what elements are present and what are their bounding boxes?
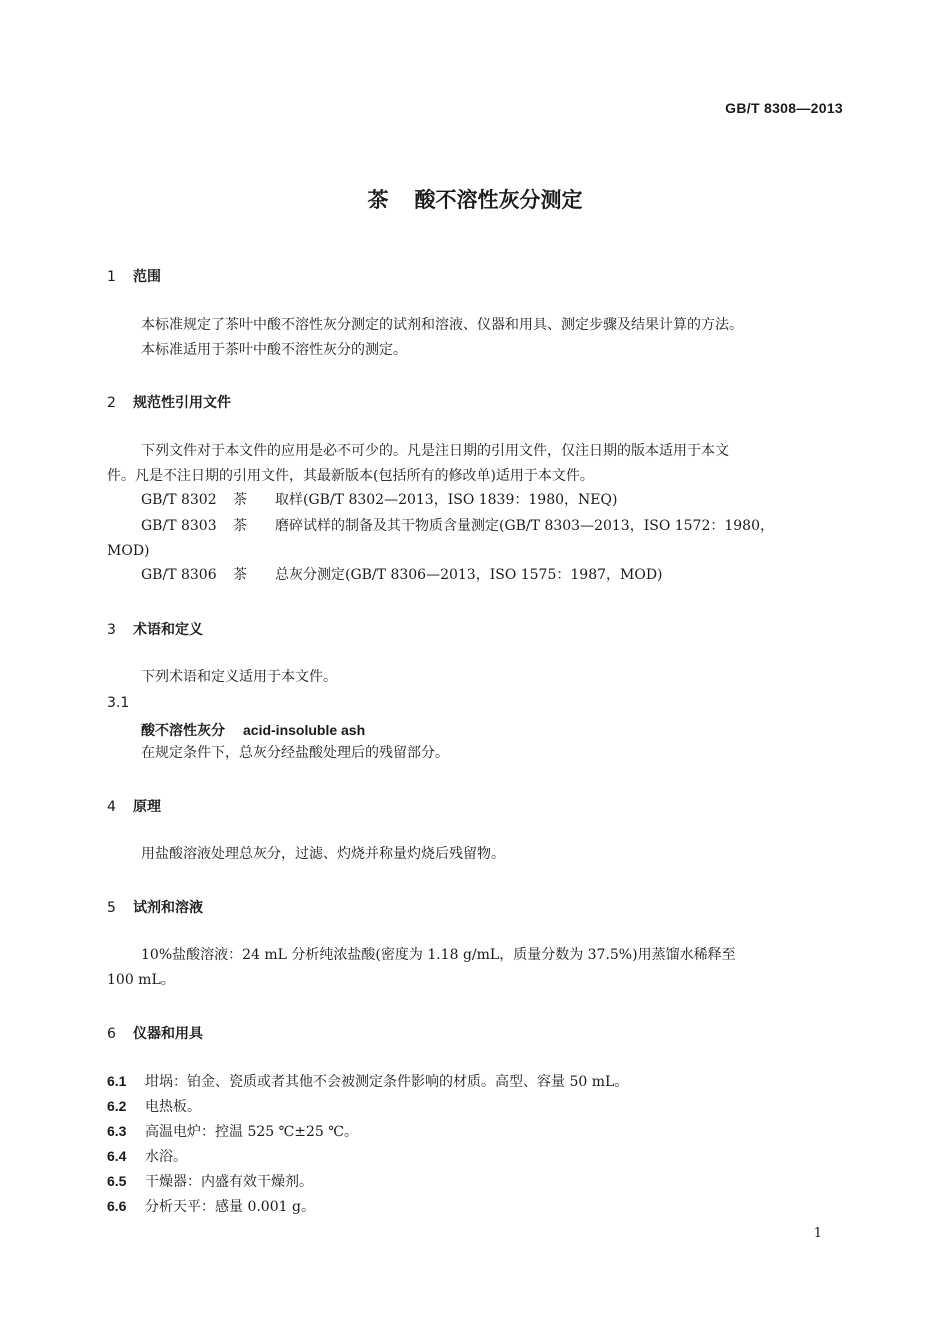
- item-number: 6.2: [107, 1098, 127, 1114]
- paragraph-line-1: 10%盐酸溶液：24 mL 分析纯浓盐酸(密度为 1.18 g/mL，质量分数为 37.5%)用蒸馏水稀释至: [141, 947, 736, 963]
- section-2-heading: [107, 392, 231, 412]
- section-4-heading: [107, 796, 161, 816]
- section-title: 术语和定义: [133, 622, 203, 638]
- item-number: 6.1: [107, 1073, 127, 1089]
- item-number: 6.4: [107, 1148, 127, 1164]
- reference-code: GB/T 8303: [141, 518, 217, 534]
- section-title: 试剂和溶液: [133, 900, 203, 916]
- item-number: 6.6: [107, 1198, 127, 1214]
- section-4-paragraph: 用盐酸溶液处理总灰分，过滤、灼烧并称量灼烧后残留物。: [141, 846, 505, 862]
- paragraph-line-2: 件。凡是不注日期的引用文件，其最新版本(包括所有的修改单)适用于本文件。: [107, 468, 594, 484]
- title-part-1: 茶: [367, 188, 389, 212]
- section-1-heading: [107, 266, 161, 286]
- paragraph-line-1: 下列文件对于本文件的应用是必不可少的。凡是注日期的引用文件，仅注日期的版本适用于本文: [141, 443, 729, 459]
- item-text: 坩埚：铂金、瓷质或者其他不会被测定条件影响的材质。高型、容量 50 mL。: [145, 1074, 629, 1090]
- reference-category: 茶: [233, 567, 247, 583]
- title-part-2: 酸不溶性灰分测定: [414, 188, 583, 212]
- item-text: 高温电炉：控温 525 ℃±25 ℃。: [145, 1124, 358, 1140]
- list-item: [107, 1096, 201, 1116]
- section-number: 4: [107, 799, 116, 815]
- item-text: 分析天平：感量 0.001 g。: [145, 1199, 315, 1215]
- reference-category: 茶: [233, 492, 247, 508]
- section-number: 6: [107, 1026, 116, 1042]
- list-item: [107, 1171, 313, 1191]
- reference-code: GB/T 8302: [141, 492, 217, 508]
- section-6-heading: [107, 1023, 203, 1043]
- item-text: 电热板。: [145, 1099, 201, 1115]
- section-title: 范围: [133, 269, 161, 285]
- section-number: 5: [107, 900, 116, 916]
- item-text: 干燥器：内盛有效干燥剂。: [145, 1174, 313, 1190]
- reference-title: 磨碎试样的制备及其干物质含量测定(GB/T 8303—2013，ISO 1572：1980，: [275, 518, 775, 534]
- page-number: 1: [813, 1226, 822, 1241]
- section-2-paragraph: [107, 439, 843, 489]
- term-definition: 在规定条件下，总灰分经盐酸处理后的残留部分。: [141, 745, 449, 761]
- section-5-paragraph: [107, 943, 843, 993]
- reference-title-continued: MOD): [107, 543, 150, 559]
- list-item: [107, 1146, 187, 1166]
- section-number: 2: [107, 395, 116, 411]
- term-entry: [141, 720, 365, 740]
- paragraph-line-2: 100 mL。: [107, 972, 175, 988]
- standard-code: GB/T 8308—2013: [725, 100, 843, 116]
- section-3-heading: [107, 619, 203, 639]
- section-5-heading: [107, 897, 203, 917]
- section-title: 原理: [133, 799, 161, 815]
- subsection-number: 3.1: [107, 695, 130, 711]
- section-title: 规范性引用文件: [133, 395, 231, 411]
- page-title: [0, 184, 950, 214]
- section-3-paragraph: 下列术语和定义适用于本文件。: [141, 669, 337, 685]
- section-number: 3: [107, 622, 116, 638]
- term-english: acid-insoluble ash: [243, 722, 366, 738]
- reference-item: [107, 514, 843, 564]
- reference-category: 茶: [233, 518, 247, 534]
- reference-code: GB/T 8306: [141, 567, 217, 583]
- item-text: 水浴。: [145, 1149, 187, 1165]
- list-item: [107, 1196, 315, 1216]
- item-number: 6.3: [107, 1123, 127, 1139]
- term-chinese: 酸不溶性灰分: [141, 723, 225, 739]
- section-1-paragraph-2: 本标准适用于茶叶中酸不溶性灰分的测定。: [141, 342, 407, 358]
- section-number: 1: [107, 269, 116, 285]
- reference-title: 取样(GB/T 8302—2013，ISO 1839：1980，NEQ): [275, 492, 618, 508]
- reference-title: 总灰分测定(GB/T 8306—2013，ISO 1575：1987，MOD): [275, 567, 663, 583]
- item-number: 6.5: [107, 1173, 127, 1189]
- list-item: [107, 1071, 628, 1091]
- reference-item: [141, 489, 617, 509]
- section-1-paragraph-1: 本标准规定了茶叶中酸不溶性灰分测定的试剂和溶液、仪器和用具、测定步骤及结果计算的方法。: [141, 317, 743, 333]
- section-title: 仪器和用具: [133, 1026, 203, 1042]
- reference-item: [141, 564, 663, 584]
- list-item: [107, 1121, 358, 1141]
